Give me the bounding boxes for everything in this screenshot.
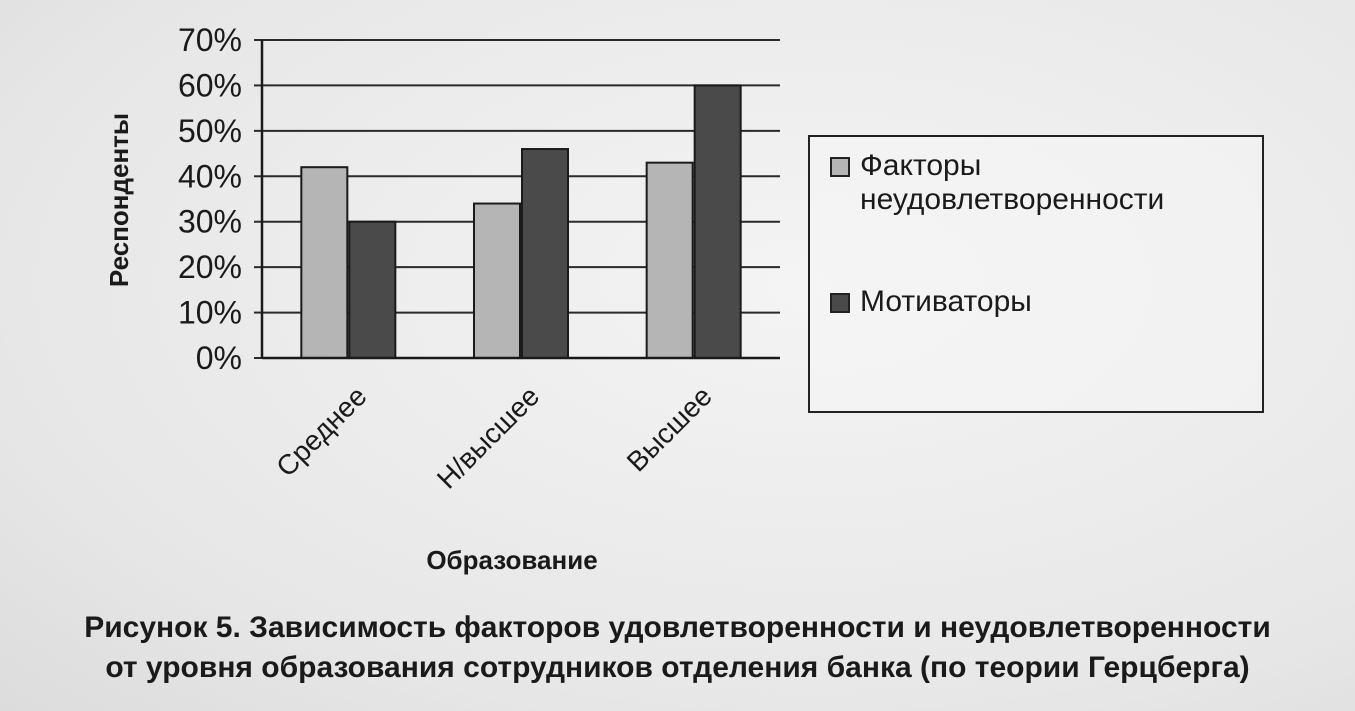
figure-caption bbox=[0, 608, 1355, 688]
x-category-labels bbox=[270, 380, 718, 494]
y-tick-label: 30% bbox=[177, 203, 242, 240]
caption-line-2: от уровня образования сотрудников отделения банка (по теории Герцберга) bbox=[105, 651, 1250, 684]
legend-label: Факторы неудовлетворенности bbox=[860, 149, 1165, 216]
bar-dissatisfaction bbox=[647, 163, 693, 358]
legend-label: Мотиваторы bbox=[860, 285, 1032, 318]
bars bbox=[301, 85, 740, 358]
y-tick-label: 70% bbox=[177, 22, 242, 58]
caption-line-1: Рисунок 5. Зависимость факторов удовлетворенности и неудовлетворенности bbox=[84, 611, 1271, 644]
y-tick-label: 10% bbox=[177, 294, 242, 331]
bar-dissatisfaction bbox=[301, 167, 347, 358]
bar-motivators bbox=[522, 149, 568, 358]
y-tick-label: 20% bbox=[177, 249, 242, 286]
y-tick-labels bbox=[178, 22, 242, 376]
x-axis-label: Образование bbox=[426, 545, 598, 575]
bar-dissatisfaction bbox=[474, 204, 520, 358]
y-tick-label: 0% bbox=[195, 340, 242, 376]
legend-swatch-light bbox=[830, 157, 850, 177]
chart-legend bbox=[808, 135, 1264, 413]
x-category-label: Высшее bbox=[620, 380, 718, 478]
y-axis-label: Респонденты bbox=[104, 112, 134, 288]
bar-motivators bbox=[695, 85, 741, 358]
y-tick-label: 40% bbox=[177, 158, 242, 195]
x-category-label: Н/высшее bbox=[430, 380, 546, 495]
y-tick-label: 60% bbox=[177, 67, 242, 104]
legend-swatch-dark bbox=[830, 293, 850, 313]
legend-item-motivators bbox=[830, 285, 1260, 319]
bar-motivators bbox=[349, 222, 395, 358]
x-category-label: Среднее bbox=[270, 380, 373, 483]
y-tick-label: 50% bbox=[177, 112, 242, 149]
legend-item-dissatisfaction bbox=[830, 149, 1260, 217]
